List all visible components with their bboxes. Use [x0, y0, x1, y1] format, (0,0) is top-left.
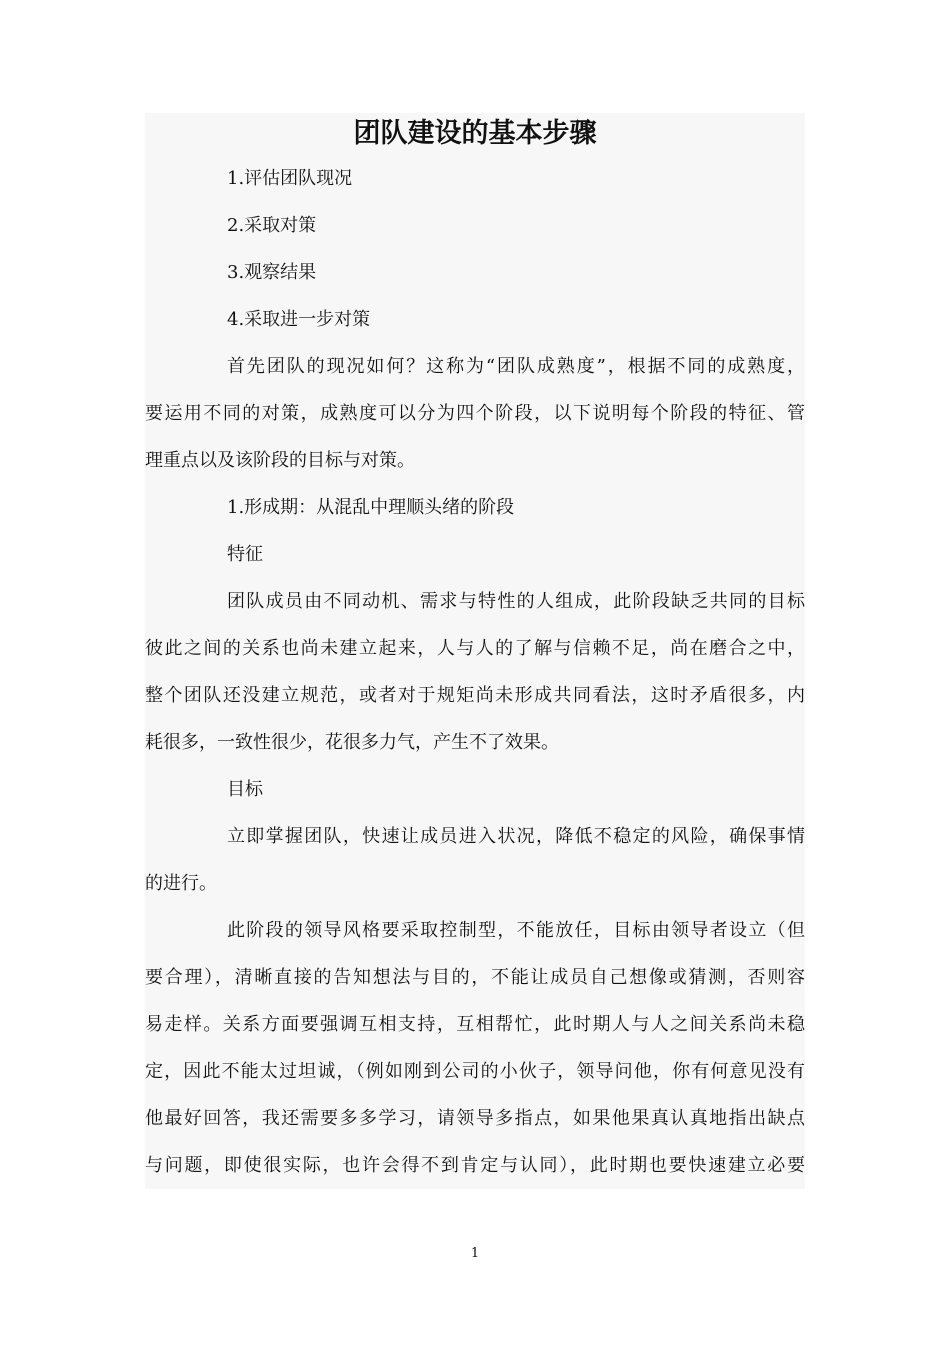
document-body	[145, 113, 805, 1189]
step-item-2: 2.采取对策	[227, 215, 317, 236]
paragraph-line: 整个团队还没建立规范，或者对于规矩尚未形成共同看法，这时矛盾很多，内	[145, 685, 805, 706]
step-item-3: 3.观察结果	[227, 262, 317, 283]
paragraph-line: 理重点以及该阶段的目标与对策。	[145, 450, 415, 471]
step-item-1: 1.评估团队现况	[227, 168, 353, 189]
subheading-features: 特征	[227, 544, 263, 565]
paragraph-line: 他最好回答，我还需要多多学习，请领导多指点，如果他果真认真地指出缺点	[145, 1108, 805, 1129]
page-number: 1	[470, 1246, 480, 1261]
paragraph-line: 首先团队的现况如何？这称为“团队成熟度”，根据不同的成熟度，	[227, 356, 805, 377]
paragraph-line: 要运用不同的对策，成熟度可以分为四个阶段，以下说明每个阶段的特征、管	[145, 403, 805, 424]
paragraph-line: 耗很多，一致性很少，花很多力气，产生不了效果。	[145, 732, 559, 753]
paragraph-line: 此阶段的领导风格要采取控制型，不能放任，目标由领导者设立（但	[227, 920, 805, 941]
paragraph-line: 的进行。	[145, 873, 217, 894]
paragraph-line: 要合理），清晰直接的告知想法与目的，不能让成员自己想像或猜测，否则容	[145, 967, 805, 988]
paragraph-line: 团队成员由不同动机、需求与特性的人组成，此阶段缺乏共同的目标	[227, 591, 805, 612]
subheading-goal: 目标	[227, 779, 263, 800]
paragraph-line: 立即掌握团队，快速让成员进入状况，降低不稳定的风险，确保事情	[227, 826, 805, 847]
paragraph-line: 与问题，即使很实际，也许会得不到肯定与认同），此时期也要快速建立必要	[145, 1155, 805, 1176]
paragraph-line: 彼此之间的关系也尚未建立起来，人与人的了解与信赖不足，尚在磨合之中，	[145, 638, 805, 659]
step-item-4: 4.采取进一步对策	[227, 309, 371, 330]
document-title: 团队建设的基本步骤	[353, 118, 597, 149]
paragraph-line: 易走样。关系方面要强调互相支持，互相帮忙，此时期人与人之间关系尚未稳	[145, 1014, 805, 1035]
paragraph-line: 定，因此不能太过坦诚，（例如刚到公司的小伙子，领导问他，你有何意见没有	[145, 1061, 805, 1082]
section-heading: 1.形成期：从混乱中理顺头绪的阶段	[227, 497, 515, 518]
